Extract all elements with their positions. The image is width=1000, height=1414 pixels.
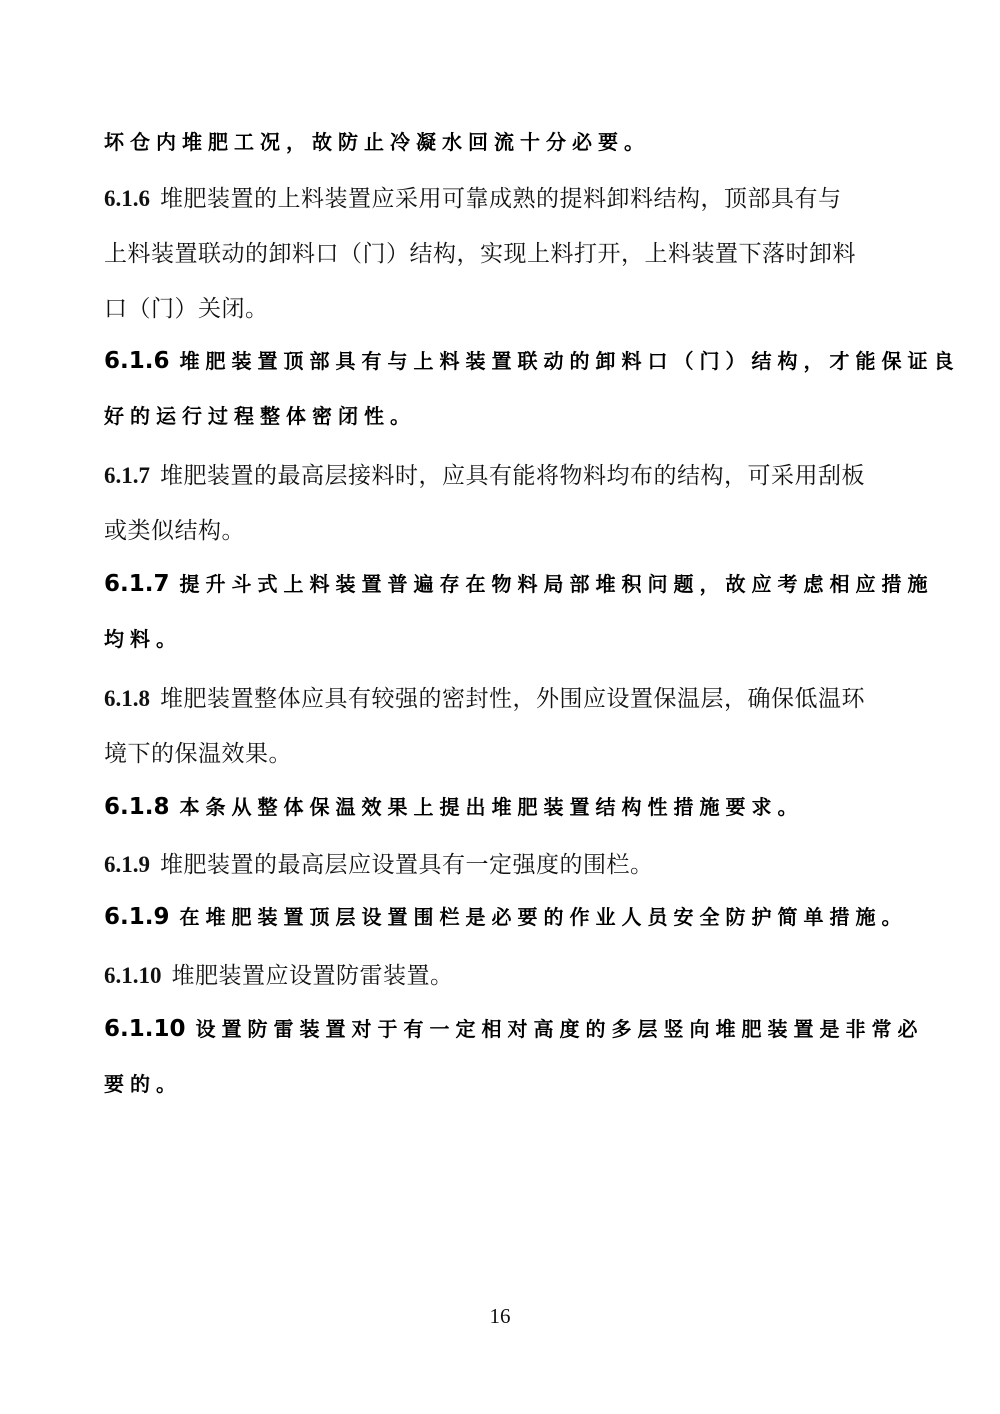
line-text: 坏仓内堆肥工况，故防止冷凝水回流十分必要。 [104, 130, 650, 154]
clause-6-1-6-line-2 [104, 235, 904, 268]
clause-number: 6.1.9 [104, 852, 150, 877]
line-text: 上料装置联动的卸料口（门）结构，实现上料打开，上料装置下落时卸料 [104, 241, 856, 267]
line-text: 好的运行过程整体密闭性。 [104, 404, 416, 428]
line-text: 堆肥装置的最高层应设置具有一定强度的围栏。 [160, 852, 654, 878]
commentary-line [104, 126, 904, 155]
line-text: 堆肥装置整体应具有较强的密封性，外围应设置保温层，确保低温环 [160, 686, 865, 712]
line-text: 堆肥装置的最高层接料时，应具有能将物料均布的结构，可采用刮板 [160, 463, 865, 489]
commentary-6-1-9-line-1 [104, 901, 908, 930]
line-text: 在堆肥装置顶层设置围栏是必要的作业人员安全防护简单措施。 [179, 905, 908, 929]
clause-number: 6.1.6 [104, 186, 150, 211]
clause-number: 6.1.7 [104, 571, 170, 597]
clause-number: 6.1.7 [104, 463, 150, 488]
line-text: 堆肥装置应设置防雷装置。 [171, 963, 454, 989]
line-text: 境下的保温效果。 [104, 741, 292, 767]
commentary-6-1-6-line-1 [104, 345, 960, 374]
commentary-6-1-6-line-2 [104, 400, 904, 429]
clause-6-1-8-line-2 [104, 735, 904, 768]
clause-6-1-6-line-3 [104, 290, 904, 323]
clause-number: 6.1.6 [104, 348, 170, 374]
line-text: 口（门）关闭。 [104, 296, 269, 322]
commentary-6-1-10-line-2 [104, 1068, 904, 1097]
line-text: 或类似结构。 [104, 518, 245, 544]
line-text: 均料。 [104, 627, 182, 651]
line-text: 堆肥装置顶部具有与上料装置联动的卸料口（门）结构，才能保证良 [179, 349, 960, 373]
commentary-6-1-7-line-2 [104, 623, 904, 652]
clause-6-1-9-line-1 [104, 846, 904, 879]
line-text: 本条从整体保温效果上提出堆肥装置结构性措施要求。 [179, 795, 804, 819]
commentary-6-1-7-line-1 [104, 568, 934, 597]
clause-number: 6.1.8 [104, 794, 170, 820]
commentary-6-1-10-line-1 [104, 1013, 924, 1042]
line-text: 要的。 [104, 1072, 182, 1096]
commentary-6-1-8-line-1 [104, 791, 904, 820]
page-number: 16 [489, 1304, 511, 1328]
clause-6-1-8-line-1 [104, 680, 904, 713]
line-text: 设置防雷装置对于有一定相对高度的多层竖向堆肥装置是非常必 [195, 1017, 924, 1041]
clause-number: 6.1.9 [104, 904, 170, 930]
clause-number: 6.1.10 [104, 1016, 186, 1042]
clause-6-1-7-line-2 [104, 512, 904, 545]
clause-number: 6.1.10 [104, 963, 162, 988]
clause-number: 6.1.8 [104, 686, 150, 711]
clause-6-1-6-line-1 [104, 180, 904, 213]
line-text: 提升斗式上料装置普遍存在物料局部堆积问题，故应考虑相应措施 [179, 572, 934, 596]
line-text: 堆肥装置的上料装置应采用可靠成熟的提料卸料结构，顶部具有与 [160, 186, 842, 212]
clause-6-1-10-line-1 [104, 957, 904, 990]
clause-6-1-7-line-1 [104, 457, 904, 490]
